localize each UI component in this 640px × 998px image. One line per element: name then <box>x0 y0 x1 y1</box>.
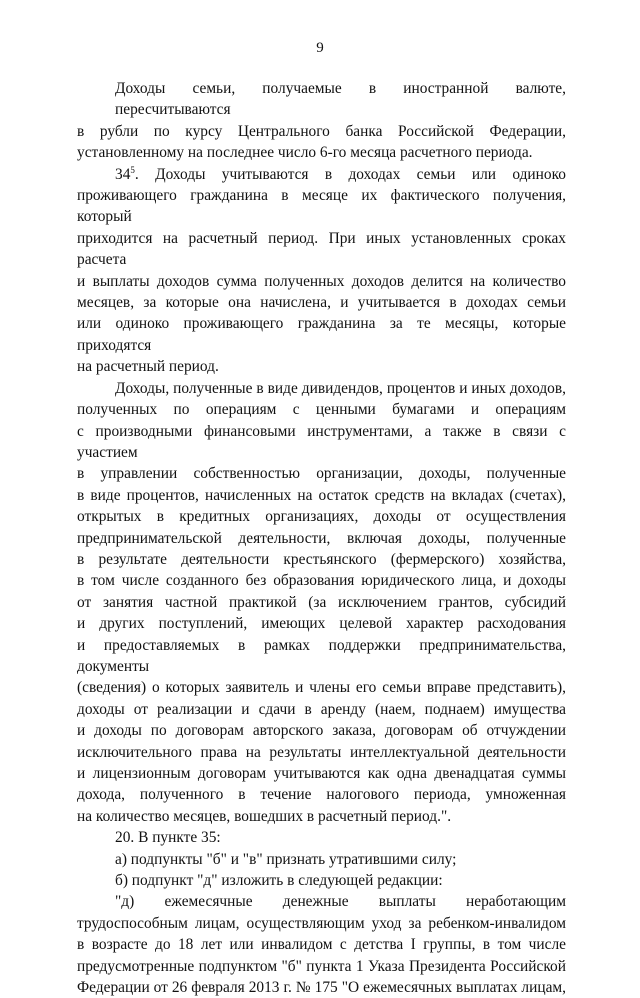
text-line: предпринимательской деятельности, включая доходы, полученные <box>77 529 566 547</box>
text-line: и выплаты доходов сумма полученных доходов делится на количество <box>77 272 566 290</box>
text-line: от занятия частной практикой (за исключением грантов, субсидий <box>77 593 566 611</box>
point-number: 34 <box>115 165 131 183</box>
point-first-line-text: . Доходы учитываются в доходах семьи или одиноко <box>134 165 566 183</box>
point-superscript: 5 <box>130 164 135 175</box>
document-body <box>77 78 566 998</box>
text-line: и предоставляемых в рамках поддержки предпринимательства, документы <box>77 636 566 675</box>
text-line: на расчетный период. <box>77 358 219 376</box>
text-line: открытых в кредитных организациях, доходы от осуществления <box>77 508 566 526</box>
text-line: дохода, полученного в течение налогового периода, умноженная <box>77 786 566 804</box>
text-line: и других поступлений, имеющих целевой характер расходования <box>77 615 566 633</box>
text-line: и лицензионным договорам учитываются как одна двенадцатая суммы <box>77 765 566 782</box>
paragraph-foreign-currency <box>77 78 566 164</box>
text-line: проживающего гражданина в месяце их фактического получения, который <box>77 187 566 226</box>
text-line: в рубли по курсу Центрального банка Российской Федерации, <box>77 122 566 140</box>
text-line: месяцев, за которые она начислена, и учитывается в доходах семьи <box>77 294 566 312</box>
text-line: в том числе созданного без образования юридического лица, и доходы <box>77 572 566 590</box>
text-line: а) подпункты "б" и "в" признать утратившими силу; <box>115 850 457 868</box>
text-line: в управлении собственностью организации, доходы, полученные <box>77 465 566 483</box>
text-line: приходится на расчетный период. При иных установленных сроках расчета <box>77 229 566 269</box>
text-line: Доходы семьи, получаемые в иностранной валюте, пересчитываются <box>115 80 566 119</box>
text-line: предусмотренные подпунктом "б" пункта 1 Указа Президента Российской <box>77 957 566 975</box>
text-line: б) подпункт "д" изложить в следующей редакции: <box>115 872 443 890</box>
text-line: или одиноко проживающего гражданина за те месяцы, которые приходятся <box>77 315 566 354</box>
text-line: установленному на последнее число 6-го месяца расчетного периода. <box>77 144 533 162</box>
text-line: и доходы по договорам авторского заказа, договорам об отчуждении <box>77 722 566 740</box>
text-line: исключительного права на результаты интеллектуальной деятельности <box>77 743 566 761</box>
text-line: в виде процентов, начисленных на остаток средств на вкладах (счетах), <box>77 486 566 504</box>
text-line: полученных по операциям с ценными бумагами и операциям <box>77 401 566 419</box>
paragraph-item-20 <box>77 827 566 848</box>
text-line: трудоспособным лицам, осуществляющим уход за ребенком-инвалидом <box>77 914 566 932</box>
text-line <box>77 164 566 185</box>
paragraph-subitem-a <box>77 849 566 870</box>
text-line: доходы от реализации и сдачи в аренду (наем, поднаем) имущества <box>77 700 566 718</box>
paragraph-dividends <box>77 378 566 828</box>
text-line: Федерации от 26 февраля 2013 г. № 175 "О ежемесячных выплатах лицам, <box>77 979 566 997</box>
text-line: Доходы, полученные в виде дивидендов, процентов и иных доходов, <box>115 379 566 397</box>
text-line: в результате деятельности крестьянского (фермерского) хозяйства, <box>77 550 566 568</box>
paragraph-subitem-b <box>77 870 566 891</box>
paragraph-point-34-5 <box>77 164 566 378</box>
text-line: (сведения) о которых заявитель и члены его семьи вправе представить), <box>77 679 566 697</box>
paragraph-subitem-d-quote <box>77 891 566 998</box>
text-line: "д) ежемесячные денежные выплаты неработающим <box>115 893 566 911</box>
text-line: с производными финансовыми инструментами, а также в связи с участием <box>77 422 566 461</box>
text-line: в возрасте до 18 лет или инвалидом с детства I группы, в том числе <box>77 936 566 954</box>
text-line: 20. В пункте 35: <box>115 829 221 847</box>
text-line: на количество месяцев, вошедших в расчетный период.". <box>77 807 452 825</box>
page-number: 9 <box>316 40 324 56</box>
